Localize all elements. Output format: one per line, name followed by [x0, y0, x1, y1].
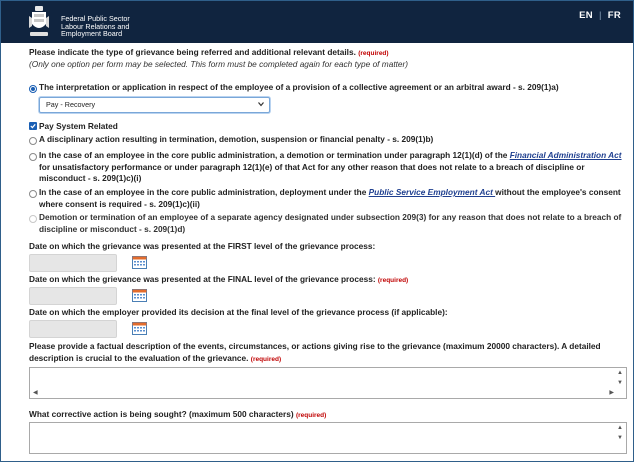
public-service-employment-act-link[interactable]: Public Service Employment Act: [368, 187, 496, 197]
option-collective-agreement-radio[interactable]: [29, 85, 37, 93]
chevron-down-icon: [258, 101, 264, 107]
language-switcher: [579, 10, 621, 21]
scroll-left-icon[interactable]: ◀: [33, 390, 38, 396]
corrective-action-textarea[interactable]: [29, 422, 627, 454]
option-disciplinary-action-label: A disciplinary action resulting in termination, demotion, suspension or financial penalty - s. 209(1)b): [39, 134, 434, 144]
option-deployment-label: In the case of an employee in the core public administration, deployment under the Public Service Employment Act without the employee's consent where consent is required - s. 209(1)c)(ii): [39, 187, 621, 209]
coat-of-arms-logo: [29, 6, 49, 38]
site-header: [1, 1, 633, 43]
required-tag: (required): [377, 277, 409, 284]
select-value: Pay - Recovery: [46, 100, 96, 109]
date-first-level-input[interactable]: [29, 254, 117, 272]
form-intro: Please indicate the type of grievance being referred and additional relevant details. (required): [29, 47, 389, 57]
corrective-label-wrap: [29, 409, 326, 419]
scroll-down-icon[interactable]: ▼: [617, 380, 623, 386]
option-core-demotion-label: In the case of an employee in the core public administration, a demotion or termination under paragraph 12(1)(d) of the Financial Administration Act for unsatisfactory performance or under paragraph 12(1)(e) of that Act for any other reason that does not relate to a breach of discipline or misconduct - s. 209(1)c)(i): [39, 150, 622, 184]
date-final-level-label: Date on which the grievance was presented at the FINAL level of the grievance process:: [29, 274, 376, 284]
pay-system-related-checkbox[interactable]: [29, 122, 37, 130]
scroll-up-icon[interactable]: ▲: [617, 370, 623, 376]
calendar-icon[interactable]: [132, 288, 147, 302]
date-decision-input[interactable]: [29, 320, 117, 338]
date-final-level-label-wrap: [29, 274, 408, 284]
option-disciplinary-action-radio[interactable]: [29, 137, 37, 145]
date-final-level-input[interactable]: [29, 287, 117, 305]
required-tag: (required): [250, 355, 282, 363]
calendar-icon[interactable]: [132, 321, 147, 335]
required-tag: (required): [295, 412, 327, 419]
required-tag: (required): [358, 50, 389, 57]
checkmark-icon: [30, 123, 36, 129]
option-collective-agreement-label: The interpretation or application in respect of the employee of a provision of a collective agreement or an arbitral award - s. 209(1)a): [39, 82, 559, 92]
scroll-down-icon[interactable]: ▼: [617, 435, 623, 441]
description-textarea[interactable]: [29, 367, 627, 399]
scroll-up-icon[interactable]: ▲: [617, 425, 623, 431]
scroll-right-icon[interactable]: ▶: [609, 390, 614, 396]
option-deployment-radio[interactable]: [29, 190, 37, 198]
lang-fr-link[interactable]: FR: [607, 10, 621, 21]
option-core-demotion-radio[interactable]: [29, 153, 37, 161]
financial-administration-act-link[interactable]: Financial Administration Act: [509, 150, 622, 160]
date-decision-label: Date on which the employer provided its decision at the final level of the grievance process (if applicable):: [29, 307, 448, 317]
description-label-wrap: [29, 341, 625, 365]
grievance-subtype-select[interactable]: [39, 97, 270, 113]
description-label: Please provide a factual description of the events, circumstances, or actions giving rise to the grievance (maximum 20000 characters). A detailed description is crucial to the evaluation of the grievance.: [29, 341, 601, 363]
corrective-action-label: What corrective action is being sought? (maximum 500 characters): [29, 409, 294, 419]
organization-name: Federal Public Sector Labour Relations and Employment Board: [61, 14, 130, 39]
calendar-icon[interactable]: [132, 255, 147, 269]
form-note: (Only one option per form may be selected. This form must be completed again for each type of matter): [29, 59, 409, 69]
option-separate-agency-label: Demotion or termination of an employee of a separate agency designated under subsection 209(3) for any reason that does not relate to a breach of discipline or misconduct - s. 209(1)d): [39, 212, 622, 234]
pay-system-related-label: Pay System Related: [39, 121, 118, 131]
date-first-level-label: Date on which the grievance was presented at the FIRST level of the grievance process:: [29, 241, 376, 251]
lang-en-link[interactable]: EN: [579, 10, 593, 21]
option-separate-agency-radio: [29, 215, 37, 223]
lang-separator: |: [598, 10, 602, 21]
